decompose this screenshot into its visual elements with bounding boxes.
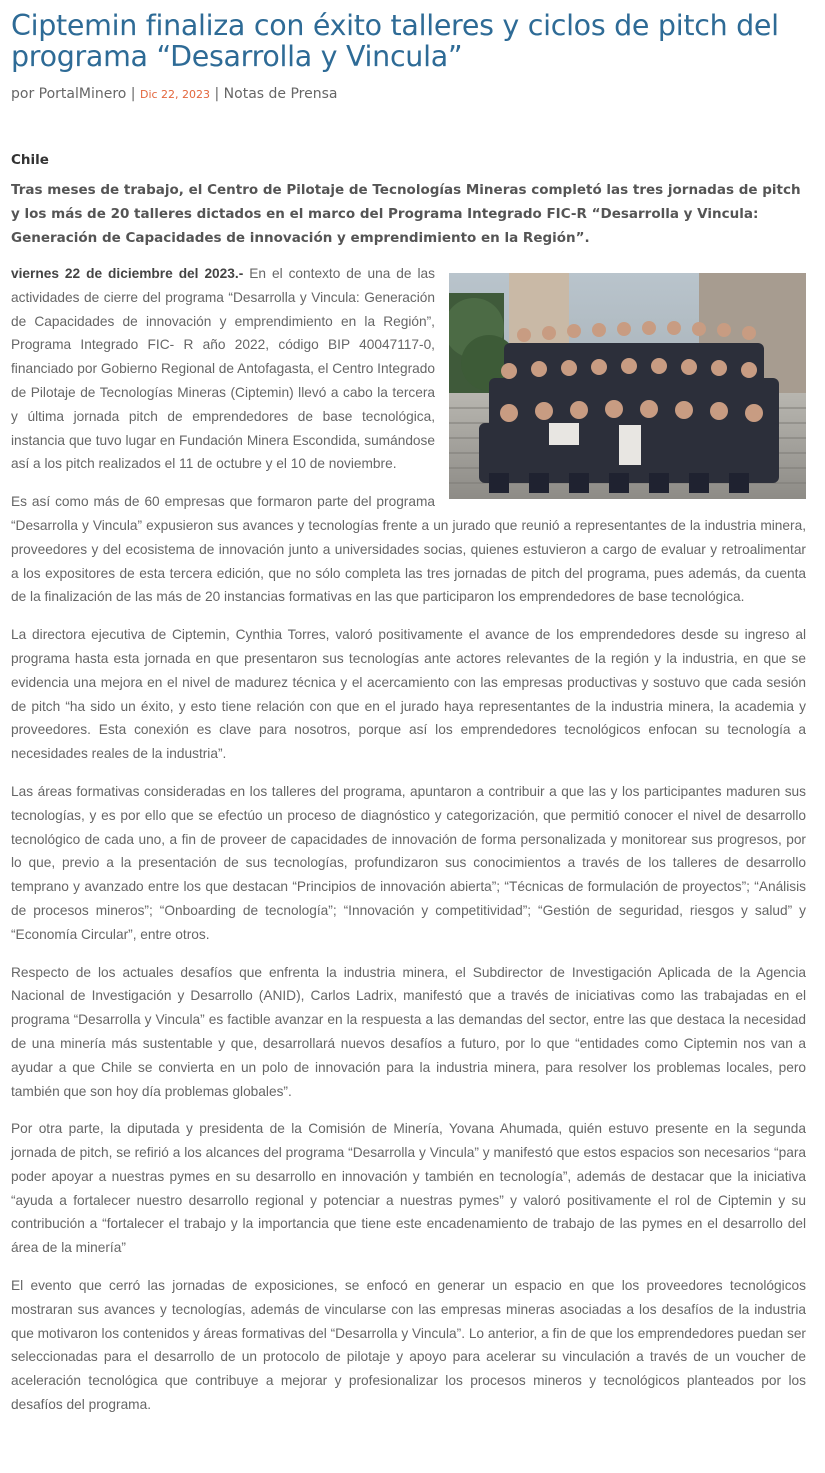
paragraph-2: Es así como más de 60 empresas que formaron parte del programa “Desarrolla y Vincula” expusieron sus avances y tecnologías frente a un jurado que reunió a representantes de la industria minera, proveedores y del ecosistema de innovación junto a universidades socias, quienes estuvieron a cargo de evaluar y retroalimentar a los expositores de esta tercera edición, que no sólo completa las tres jornadas de pitch del programa, pues además, da cuenta de la finalización de las más de 20 instancias formativas en las que participaron los emprendedores de base tecnológica. <box>11 494 806 605</box>
category-link[interactable]: Notas de Prensa <box>223 86 338 102</box>
article-body <box>11 262 806 1417</box>
paragraph-3: La directora ejecutiva de Ciptemin, Cynthia Torres, valoró positivamente el avance de los emprendedores desde su ingreso al programa hasta esta jornada en que presentaron sus tecnologías ante actores relevantes de la región y la industria, en que se evidencia una mejora en el nivel de madurez técnica y el acercamiento con las empresas productivas y sostuvo que cada sesión de pitch “ha sido un éxito, y esto tiene relación con que en el jurado haya representantes de la industria minera, la academia y proveedores. Esta conexión es clave para nosotros, porque así los emprendedores tecnológicos enfocan su tecnología a necesidades reales de la industria”. <box>11 627 806 762</box>
post-meta <box>11 86 806 102</box>
meta-separator: | <box>210 86 224 102</box>
post-date: Dic 22, 2023 <box>139 88 211 101</box>
article <box>11 0 806 1417</box>
paragraph-6: Por otra parte, la diputada y presidenta de la Comisión de Minería, Yovana Ahumada, quién estuvo presente en la segunda jornada de pitch, se refirió a los alcances del programa “Desarrolla y Vincula” y manifestó que estos espacios son necesarios “para poder apoyar a nuestras pymes en su desarrollo en innovación y también en tecnología”, además de destacar que la iniciativa “ayuda a fortalecer nuestro desarrollo regional y potenciar a nuestras pymes” y valoró positivamente el rol de Ciptemin y su contribución a “fortalecer el trabajo y la importancia que tiene este encadenamiento de trabajo de las pymes en el desarrollo del área de la minería” <box>11 1121 806 1256</box>
lead-paragraph: Tras meses de trabajo, el Centro de Pilotaje de Tecnologías Mineras completó las tres jornadas de pitch y los más de 20 talleres dictados en el marco del Programa Integrado FIC-R “Desarrolla y Vincula: Generación de Capacidades de innovación y emprendimiento en la Región”. <box>11 182 801 246</box>
paragraph-4: Las áreas formativas consideradas en los talleres del programa, apuntaron a contribuir a que las y los participantes maduren sus tecnologías, y es por ello que se efectúo un proceso de diagnóstico y categorización, que permitió conocer el nivel de desarrollo tecnológico de cada uno, a fin de proveer de capacidades de innovación de forma personalizada y monitorear sus progresos, por lo que, previo a la presentación de sus tecnologías, profundizaron sus conocimientos a través de los talleres de desarrollo temprano y avanzado entre los que destacan “Principios de innovación abierta”; “Técnicas de formulación de proyectos”; “Análisis de procesos mineros”; “Onboarding de tecnología”; “Innovación y competitividad”; “Gestión de seguridad, riesgos y salud” y “Economía Circular”, entre otros. <box>11 783 806 942</box>
dateline: viernes 22 de diciembre del 2023.- <box>11 266 244 281</box>
paragraph-1-text: En el contexto de una de las actividades de cierre del programa “Desarrolla y Vincula: Generación de Capacidades de innovación y emprendimiento en la Región”, Programa Integrado FIC- R año 2022, código BIP 40047117-0, financiado por Gobierno Regional de Antofagasta, el Centro Integrado de Pilotaje de Tecnologías Mineras (Ciptemin) llevó a cabo la tercera y última jornada pitch de emprendedores de base tecnológica, instancia que tuvo lugar en Fundación Minera Escondida, sumándose así a los pitch realizados el 11 de octubre y el 10 de noviembre. <box>11 266 436 472</box>
location-label: Chile <box>11 152 49 168</box>
paragraph-5: Respecto de los actuales desafíos que enfrenta la industria minera, el Subdirector de Investigación Aplicada de la Agencia Nacional de Investigación y Desarrollo (ANID), Carlos Ladrix, manifestó que a través de iniciativas como las trabajadas en el programa “Desarrolla y Vincula” es factible avanzar en la respuesta a las demandas del sector, entre las que destaca la necesidad de una minería más sustentable y que, desarrollará nuevos desafíos a futuro, por lo que “entidades como Ciptemin nos van a ayudar a que Chile se convierta en un polo de innovación para la industria minera, para resolver los problemas locales, pero también que son hoy día problemas globales”. <box>11 964 806 1099</box>
meta-separator: | <box>126 86 140 102</box>
group-photo <box>449 273 806 499</box>
author-link[interactable]: por PortalMinero <box>11 86 127 102</box>
group-photo-image <box>449 273 806 499</box>
paragraph-7: El evento que cerró las jornadas de exposiciones, se enfocó en generar un espacio en que los proveedores tecnológicos mostraran sus avances y tecnologías, además de vincularse con las empresas mineras asociadas a los desafíos de la industria que motivaron los contenidos y áreas formativas del “Desarrolla y Vincula”. Lo anterior, a fin de que los emprendedores puedan ser seleccionadas para el desarrollo de un protocolo de pilotaje y apoyo para acelerar su vinculación a través de un voucher de aceleración tecnológica que contribuye a mejorar y profesionalizar los procesos mineros y tecnológicos planteados por los desafíos del programa. <box>11 1278 806 1413</box>
article-title: Ciptemin finaliza con éxito talleres y ciclos de pitch del programa “Desarrolla y Vincula” <box>11 9 779 73</box>
